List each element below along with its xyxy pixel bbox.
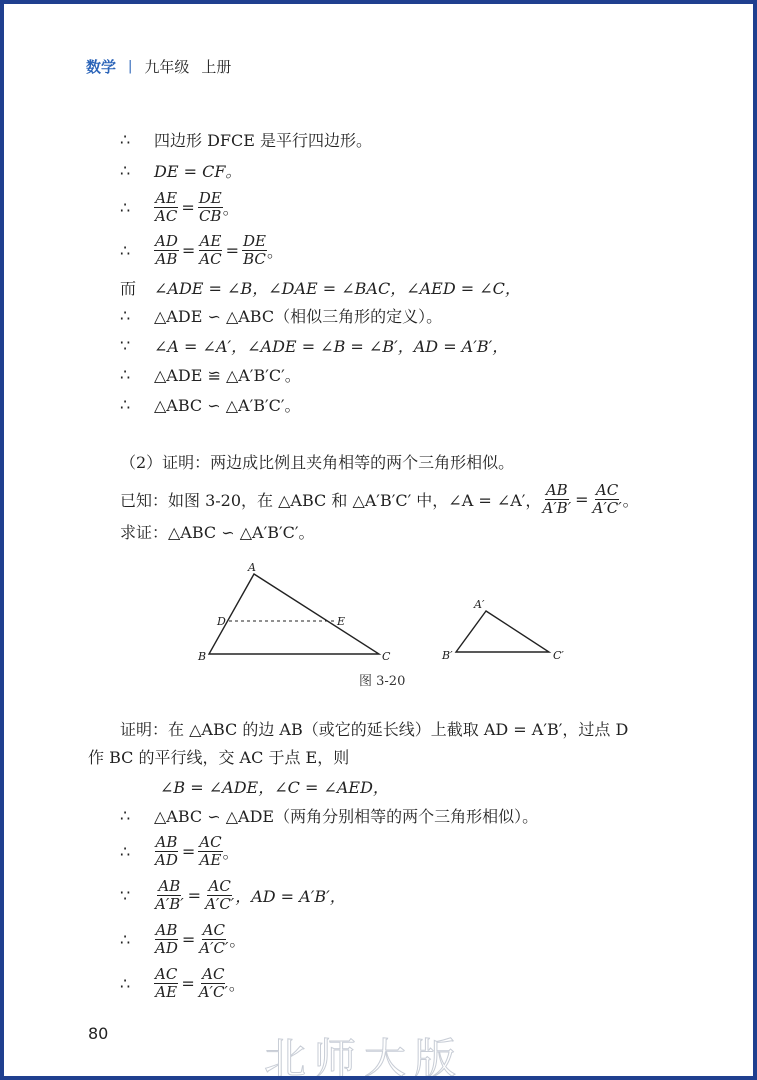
fraction: $\frac{DE}{CB}$: [198, 189, 222, 225]
therefore-symbol: ∴: [120, 306, 131, 325]
therefore-symbol: ∴: [120, 365, 131, 384]
label-b-prime: B′: [442, 649, 453, 662]
proof-line-text: 四边形 DFCE 是平行四边形。: [154, 131, 373, 150]
fraction: $\frac{AD}{AB}$: [155, 232, 178, 268]
proof-line-text: DE = CF。: [154, 162, 242, 181]
proof-statement-5: ∴ $\frac{AB}{AD}$ = $\frac{AC}{AE}$ 。: [120, 833, 239, 869]
figure-3-20: [184, 559, 604, 669]
therefore-symbol: ∴: [120, 930, 131, 949]
label-b: B: [198, 650, 207, 663]
proof-line-text: ∠A = ∠A′，∠ADE = ∠B = ∠B′，AD = A′B′，: [154, 337, 509, 356]
publisher-watermark: 北师大版: [264, 1034, 465, 1076]
therefore-symbol: ∴: [120, 974, 131, 993]
therefore-symbol: ∴: [120, 842, 131, 861]
given-line: 已知：如图 3-20，在 △ABC 和 △A′B′C′ 中，∠A = ∠A′， $\frac{AB}{A'B'}$ = $\frac{AC}{A'C'}$ 。: [120, 481, 639, 517]
label-e: E: [337, 615, 346, 628]
prove-line: 求证：△ABC ∽ △A′B′C′。: [120, 523, 315, 542]
fraction: $\frac{AE}{AC}$: [199, 232, 222, 268]
header-subject: 数学: [86, 58, 117, 76]
proof-line-9: [120, 393, 301, 416]
fraction: $\frac{AC}{A'C'}$: [199, 921, 229, 957]
label-c-prime: C′: [553, 649, 564, 662]
therefore-symbol: ∴: [120, 161, 131, 180]
label-a-prime: A′: [474, 598, 485, 611]
proof-line-3: ∴ $\frac{AE}{AC}$ = $\frac{DE}{CB}$ 。: [120, 189, 239, 225]
fraction: $\frac{AB}{A'B'}$: [542, 481, 572, 517]
proof-statement-8: ∴ $\frac{AC}{AE}$ = $\frac{AC}{A'C'}$ 。: [120, 965, 245, 1001]
label-d: D: [217, 615, 226, 628]
proof-line-5: [120, 276, 521, 299]
fraction: $\frac{AB}{AD}$: [155, 833, 178, 869]
label-c: C: [382, 650, 391, 663]
fraction: $\frac{AC}{AE}$: [199, 833, 222, 869]
proof-line-8: [120, 363, 301, 386]
proof-statement-2: 作 BC 的平行线，交 AC 于点 E，则: [88, 748, 350, 767]
header-separator: |: [128, 59, 133, 74]
header-volume: 上册: [201, 58, 232, 76]
triangle-abc: [209, 574, 379, 654]
therefore-symbol: ∴: [120, 395, 131, 414]
proof-statement-3: ∠B = ∠ADE，∠C = ∠AED，: [160, 778, 389, 797]
fraction: $\frac{AB}{A'B'}$: [155, 877, 184, 913]
proof-statement-1: 证明：在 △ABC 的边 AB（或它的延长线）上截取 AD = A′B′，过点 D: [120, 720, 629, 739]
proof-line-text: ∠ADE = ∠B，∠DAE = ∠BAC，∠AED = ∠C，: [154, 279, 521, 298]
because-symbol: ∵: [120, 886, 131, 905]
proof-line-text: △ADE ∽ △ABC（相似三角形的定义）。: [154, 307, 443, 326]
fraction: $\frac{AC}{A'C'}$: [205, 877, 235, 913]
label-a: A: [248, 561, 256, 574]
therefore-symbol: ∴: [120, 198, 131, 217]
proof-line-6: [120, 304, 442, 327]
fraction: $\frac{AE}{AC}$: [155, 189, 178, 225]
fraction: $\frac{AC}{A'C'}$: [592, 481, 622, 517]
proof-line-7: [120, 334, 508, 357]
proof-statement-6: ∵ $\frac{AB}{A'B'}$ = $\frac{AC}{A'C'}$ ，AD = A′B′，: [120, 877, 346, 913]
proof-line-2: [120, 159, 241, 182]
proof-line-1: [120, 128, 372, 151]
part2-title: （2）证明：两边成比例且夹角相等的两个三角形相似。: [120, 453, 515, 472]
fraction: $\frac{AC}{AE}$: [155, 965, 178, 1001]
page-number: 80: [88, 1024, 109, 1043]
proof-statement-4: ∴ △ABC ∽ △ADE（两角分别相等的两个三角形相似）。: [120, 806, 539, 826]
proof-line-4: ∴ $\frac{AD}{AB}$ = $\frac{AE}{AC}$ = $\frac{DE}{BC}$ 。: [120, 232, 283, 268]
figure-caption: 图 3-20: [359, 674, 406, 689]
fraction: $\frac{AB}{AD}$: [155, 921, 178, 957]
page-header: [86, 56, 231, 77]
therefore-symbol: ∴: [120, 806, 131, 825]
textbook-page: [4, 4, 753, 1076]
fraction: $\frac{DE}{BC}$: [242, 232, 266, 268]
therefore-symbol: ∴: [120, 241, 131, 260]
er-word: 而: [120, 279, 137, 298]
therefore-symbol: ∴: [120, 130, 131, 149]
header-grade: 九年级: [144, 58, 190, 76]
fraction: $\frac{AC}{A'C'}$: [198, 965, 228, 1001]
triangle-a2b2c2: [456, 611, 549, 652]
proof-line-text: △ABC ∽ △A′B′C′。: [154, 396, 301, 415]
because-symbol: ∵: [120, 336, 131, 355]
proof-line-text: △ADE ≌ △A′B′C′。: [154, 366, 301, 385]
proof-statement-7: ∴ $\frac{AB}{AD}$ = $\frac{AC}{A'C'}$ 。: [120, 921, 246, 957]
